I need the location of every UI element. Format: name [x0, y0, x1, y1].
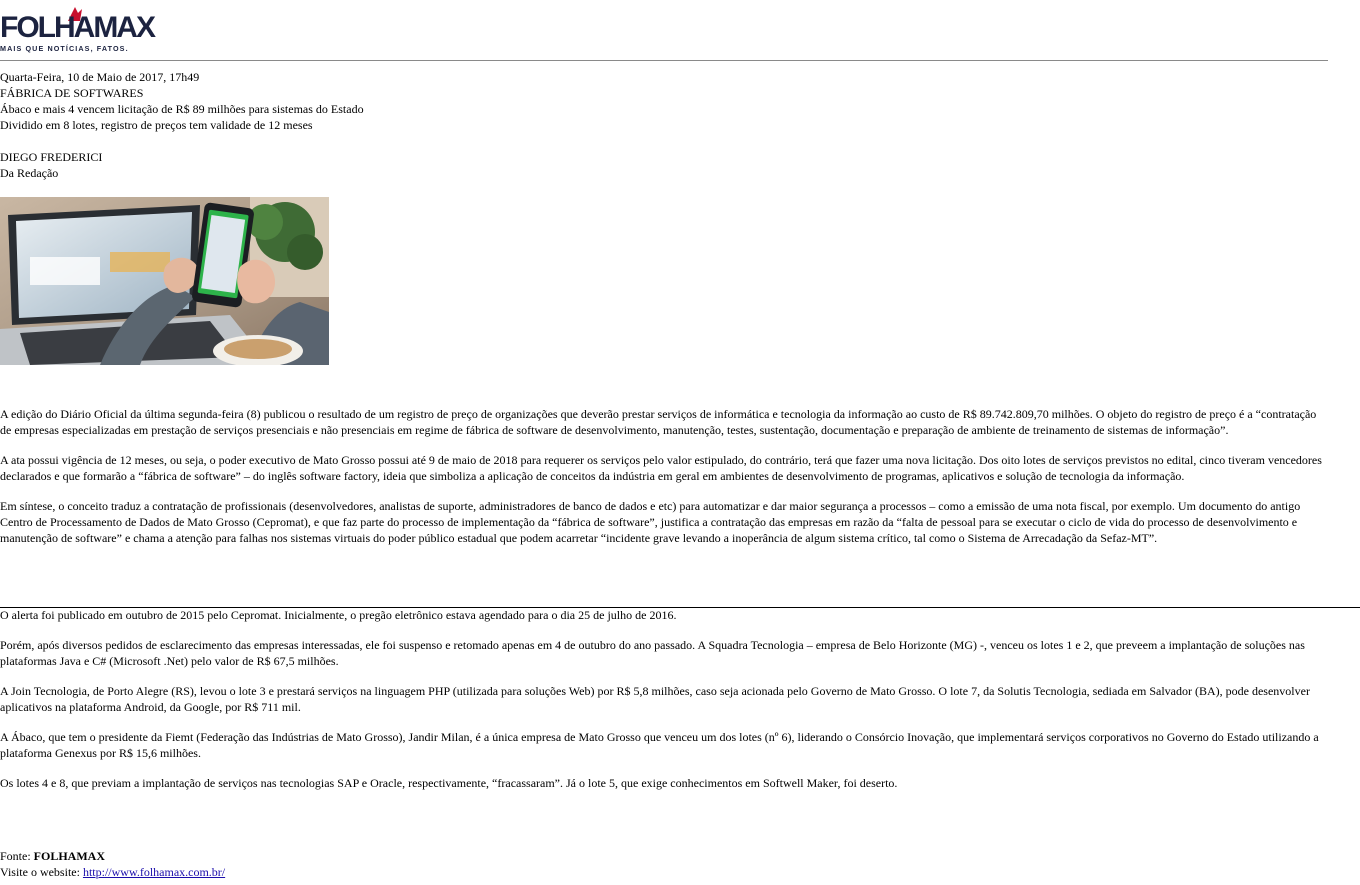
source-name: FOLHAMAX [33, 849, 105, 863]
article-subhead: Dividido em 8 lotes, registro de preços tem validade de 12 meses [0, 118, 313, 132]
header-divider [0, 60, 1328, 61]
article-paragraph: A edição do Diário Oficial da última segunda-feira (8) publicou o resultado de um registro de preço de organizações que deverão prestar serviços de informática e tecnologia da informação ao custo de R$ 89.742.809,70 milhões. O objeto do registro de preço é a “contratação de empresas especializadas em prestação de serviços presenciais e não presenciais em regime de fábrica de software de desenvolvimento, manutenção, testes, sustentação, documentação e preparação de ambiente de treinamento de sistemas de informação”. [0, 407, 1317, 437]
article-body [0, 406, 1324, 560]
site-logo[interactable] [0, 7, 155, 55]
source-line [0, 848, 225, 864]
article-body-continued [0, 607, 1324, 805]
article-paragraph: Os lotes 4 e 8, que previam a implantação de serviços nas tecnologias SAP e Oracle, respectivamente, “fracassaram”. Já o lote 5, que exige conhecimentos em Softwell Maker, foi deserto. [0, 776, 898, 790]
article-paragraph: A ata possui vigência de 12 meses, ou seja, o poder executivo de Mato Grosso possui até 9 de maio de 2018 para requerer os serviços pelo valor estipulado, do contrário, terá que fazer uma nova licitação. Dos oito lotes de serviços previstos no edital, cinco tiveram vencedores declarados e que formarão a “fábrica de software” – do inglês software factory, ideia que simboliza a aplicação de conceitos da indústria em geral em ambientes de desenvolvimento de programas, aplicativos e solução de tecnologia da informação. [0, 453, 1322, 483]
article-section: FÁBRICA DE SOFTWARES [0, 86, 144, 100]
article-footer [0, 848, 225, 880]
website-line [0, 864, 225, 880]
logo-wordmark: FOLHAMAX [0, 11, 154, 44]
article-header [0, 69, 1320, 181]
article-headline: Ábaco e mais 4 vencem licitação de R$ 89 milhões para sistemas do Estado [0, 102, 364, 116]
article-paragraph: Em síntese, o conceito traduz a contratação de profissionais (desenvolvedores, analistas de suporte, administradores de banco de dados e etc) para automatizar e dar maior segurança a processos – como a emissão de uma nota fiscal, por exemplo. Um documento do antigo Centro de Processamento de Dados de Mato Grosso (Cepromat), e que faz parte do processo de implementação da “fábrica de software”, justifica a contratação das empresas em razão da “falta de pessoal para se executar o ciclo de vida do processo de desenvolvimento e manutenção de software” e chama a atenção para falhas nos sistemas virtuais do poder público estadual que podem acarretar “incidente grave levando a inoperância de algum sistema crítico, tal como o Sistema de Arrecadação da Sefaz-MT”. [0, 499, 1301, 545]
article-author: DIEGO FREDERICI [0, 150, 103, 164]
article-paragraph: A Join Tecnologia, de Porto Alegre (RS), levou o lote 3 e prestará serviços na linguagem PHP (utilizada para soluções Web) por R$ 5,8 milhões, caso seja acionada pelo Governo de Mato Grosso. O lote 7, da Solutis Tecnologia, sediada em Salvador (BA), pode desenvolver aplicativos na plataforma Android, da Google, por R$ 711 mil. [0, 684, 1310, 714]
article-desk: Da Redação [0, 166, 59, 180]
article-photo [0, 197, 329, 365]
source-label: Fonte: [0, 849, 31, 863]
logo-slogan: MAIS QUE NOTÍCIAS, FATOS. [0, 44, 129, 53]
article-date: Quarta-Feira, 10 de Maio de 2017, 17h49 [0, 70, 200, 84]
website-link[interactable]: http://www.folhamax.com.br/ [82, 865, 226, 879]
article-paragraph: O alerta foi publicado em outubro de 2015 pelo Cepromat. Inicialmente, o pregão eletrônico estava agendado para o dia 25 de julho de 2016. [0, 608, 677, 622]
website-label: Visite o website: [0, 865, 80, 879]
article-paragraph: A Ábaco, que tem o presidente da Fiemt (Federação das Indústrias de Mato Grosso), Jandir Milan, é a única empresa de Mato Grosso que venceu um dos lotes (nº 6), liderando o Consórcio Inovação, que implementará serviços corporativos no Governo do Estado utilizando a plataforma Genexus por R$ 15,6 milhões. [0, 730, 1319, 760]
article-paragraph: Porém, após diversos pedidos de esclarecimento das empresas interessadas, ele foi suspenso e retomado apenas em 4 de outubro do ano passado. A Squadra Tecnologia – empresa de Belo Horizonte (MG) -, venceu os lotes 1 e 2, que preveem a implantação de soluções nas plataformas Java e C# (Microsoft .Net) pelo valor de R$ 67,5 milhões. [0, 638, 1305, 668]
